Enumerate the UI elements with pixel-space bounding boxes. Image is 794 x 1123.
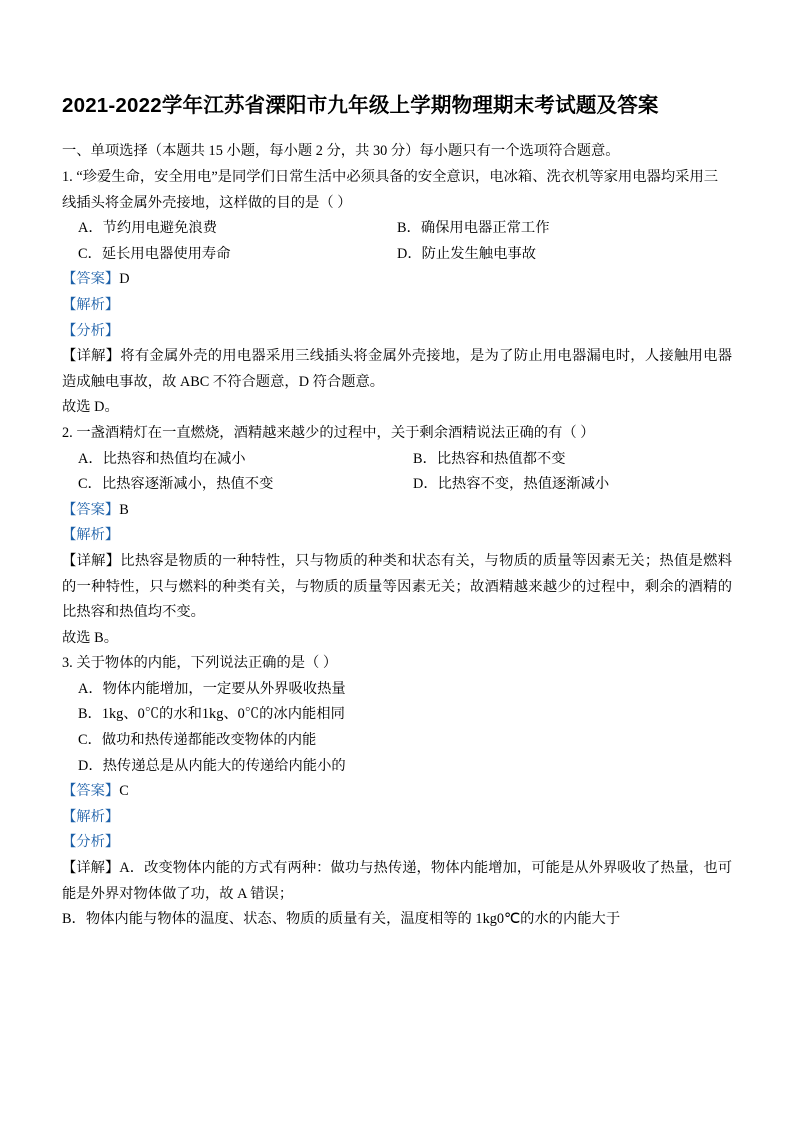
question-number: 2. (62, 424, 73, 441)
option-c: C．延长用电器使用寿命 (78, 245, 231, 262)
question-number: 3. (62, 655, 73, 672)
option-d: D．防止发生触电事故 (397, 245, 536, 262)
question-stem (62, 651, 732, 677)
answer-label: 【答案】 (62, 783, 120, 800)
answer-value: D (119, 271, 130, 288)
question-number: 1. (62, 169, 73, 185)
option-row (62, 216, 732, 242)
analysis-label: 【解析】 (62, 527, 120, 544)
answer-value: C (119, 783, 129, 800)
detail-text-continued: B．物体内能与物体的温度、状态、物质的质量有关，温度相等的 1kg0℃的水的内能大于 (62, 911, 621, 928)
answer-line (62, 779, 732, 805)
analysis-label: 【解析】 (62, 296, 120, 313)
option-row (62, 242, 732, 268)
option-row (62, 472, 732, 498)
answer-value: B (119, 501, 129, 518)
detail-text: 【详解】比热容是物质的一种特性，只与物质的种类和状态有关，与物质的质量等因素无关；热值是燃料的一种特性，只与燃料的种类有关，与物质的质量等因素无关；故酒精越来越少的过程中，剩余的酒精的比热容和热值均不变。 (62, 552, 732, 621)
question-text: 关于物体的内能，下列说法正确的是（ ） (76, 655, 338, 672)
section-heading: 一、单项选择（本题共 15 小题，每小题 2 分，共 30 分）每小题只有一个选项符合题意。 (62, 143, 620, 159)
option-d: D．热传递总是从内能大的传递给内能小的 (78, 757, 346, 774)
answer-line (62, 267, 732, 293)
option-row (62, 447, 732, 473)
question-stem (62, 421, 732, 447)
analyze-label: 【分析】 (62, 322, 120, 339)
answer-line (62, 498, 732, 524)
detail-text: 【详解】A．改变物体内能的方式有两种：做功与热传递，物体内能增加，可能是从外界吸收了热量，也可能是外界对物体做了功，故 A 错误； (62, 860, 732, 902)
option-c: C．比热容逐渐减小，热值不变 (78, 476, 274, 493)
option-c: C．做功和热传递都能改变物体的内能 (78, 732, 317, 749)
option-a: A．物体内能增加，一定要从外界吸收热量 (78, 680, 346, 697)
analyze-label: 【分析】 (62, 834, 120, 851)
option-b: B．确保用电器正常工作 (397, 220, 550, 237)
option-d: D．比热容不变，热值逐渐减小 (413, 476, 610, 493)
answer-label: 【答案】 (62, 271, 120, 288)
option-a: A．比热容和热值均在减小 (78, 450, 246, 467)
question-stem (62, 165, 732, 216)
option-b: B．比热容和热值都不变 (413, 450, 566, 467)
option-b: B．1kg、0℃的水和1kg、0℃的冰内能相同 (78, 706, 345, 723)
analysis-label: 【解析】 (62, 808, 120, 825)
question-text: 一盏酒精灯在一直燃烧，酒精越来越少的过程中，关于剩余酒精说法正确的有（ ） (76, 424, 595, 441)
option-a: A．节约用电避免浪费 (78, 220, 217, 237)
answer-conclusion: 故选 B。 (62, 629, 119, 646)
answer-conclusion: 故选 D。 (62, 399, 119, 416)
question-text: “珍爱生命，安全用电”是同学们日常生活中必须具备的安全意识，电冰箱、洗衣机等家用电器均采用三线插头将金属外壳接地，这样做的目的是（ ） (62, 169, 719, 211)
page-title: 2021-2022学年江苏省溧阳市九年级上学期物理期末考试题及答案 (62, 94, 659, 117)
detail-text: 【详解】将有金属外壳的用电器采用三线插头将金属外壳接地，是为了防止用电器漏电时，人接触用电器造成触电事故，故 ABC 不符合题意，D 符合题意。 (62, 348, 732, 390)
answer-label: 【答案】 (62, 501, 120, 518)
